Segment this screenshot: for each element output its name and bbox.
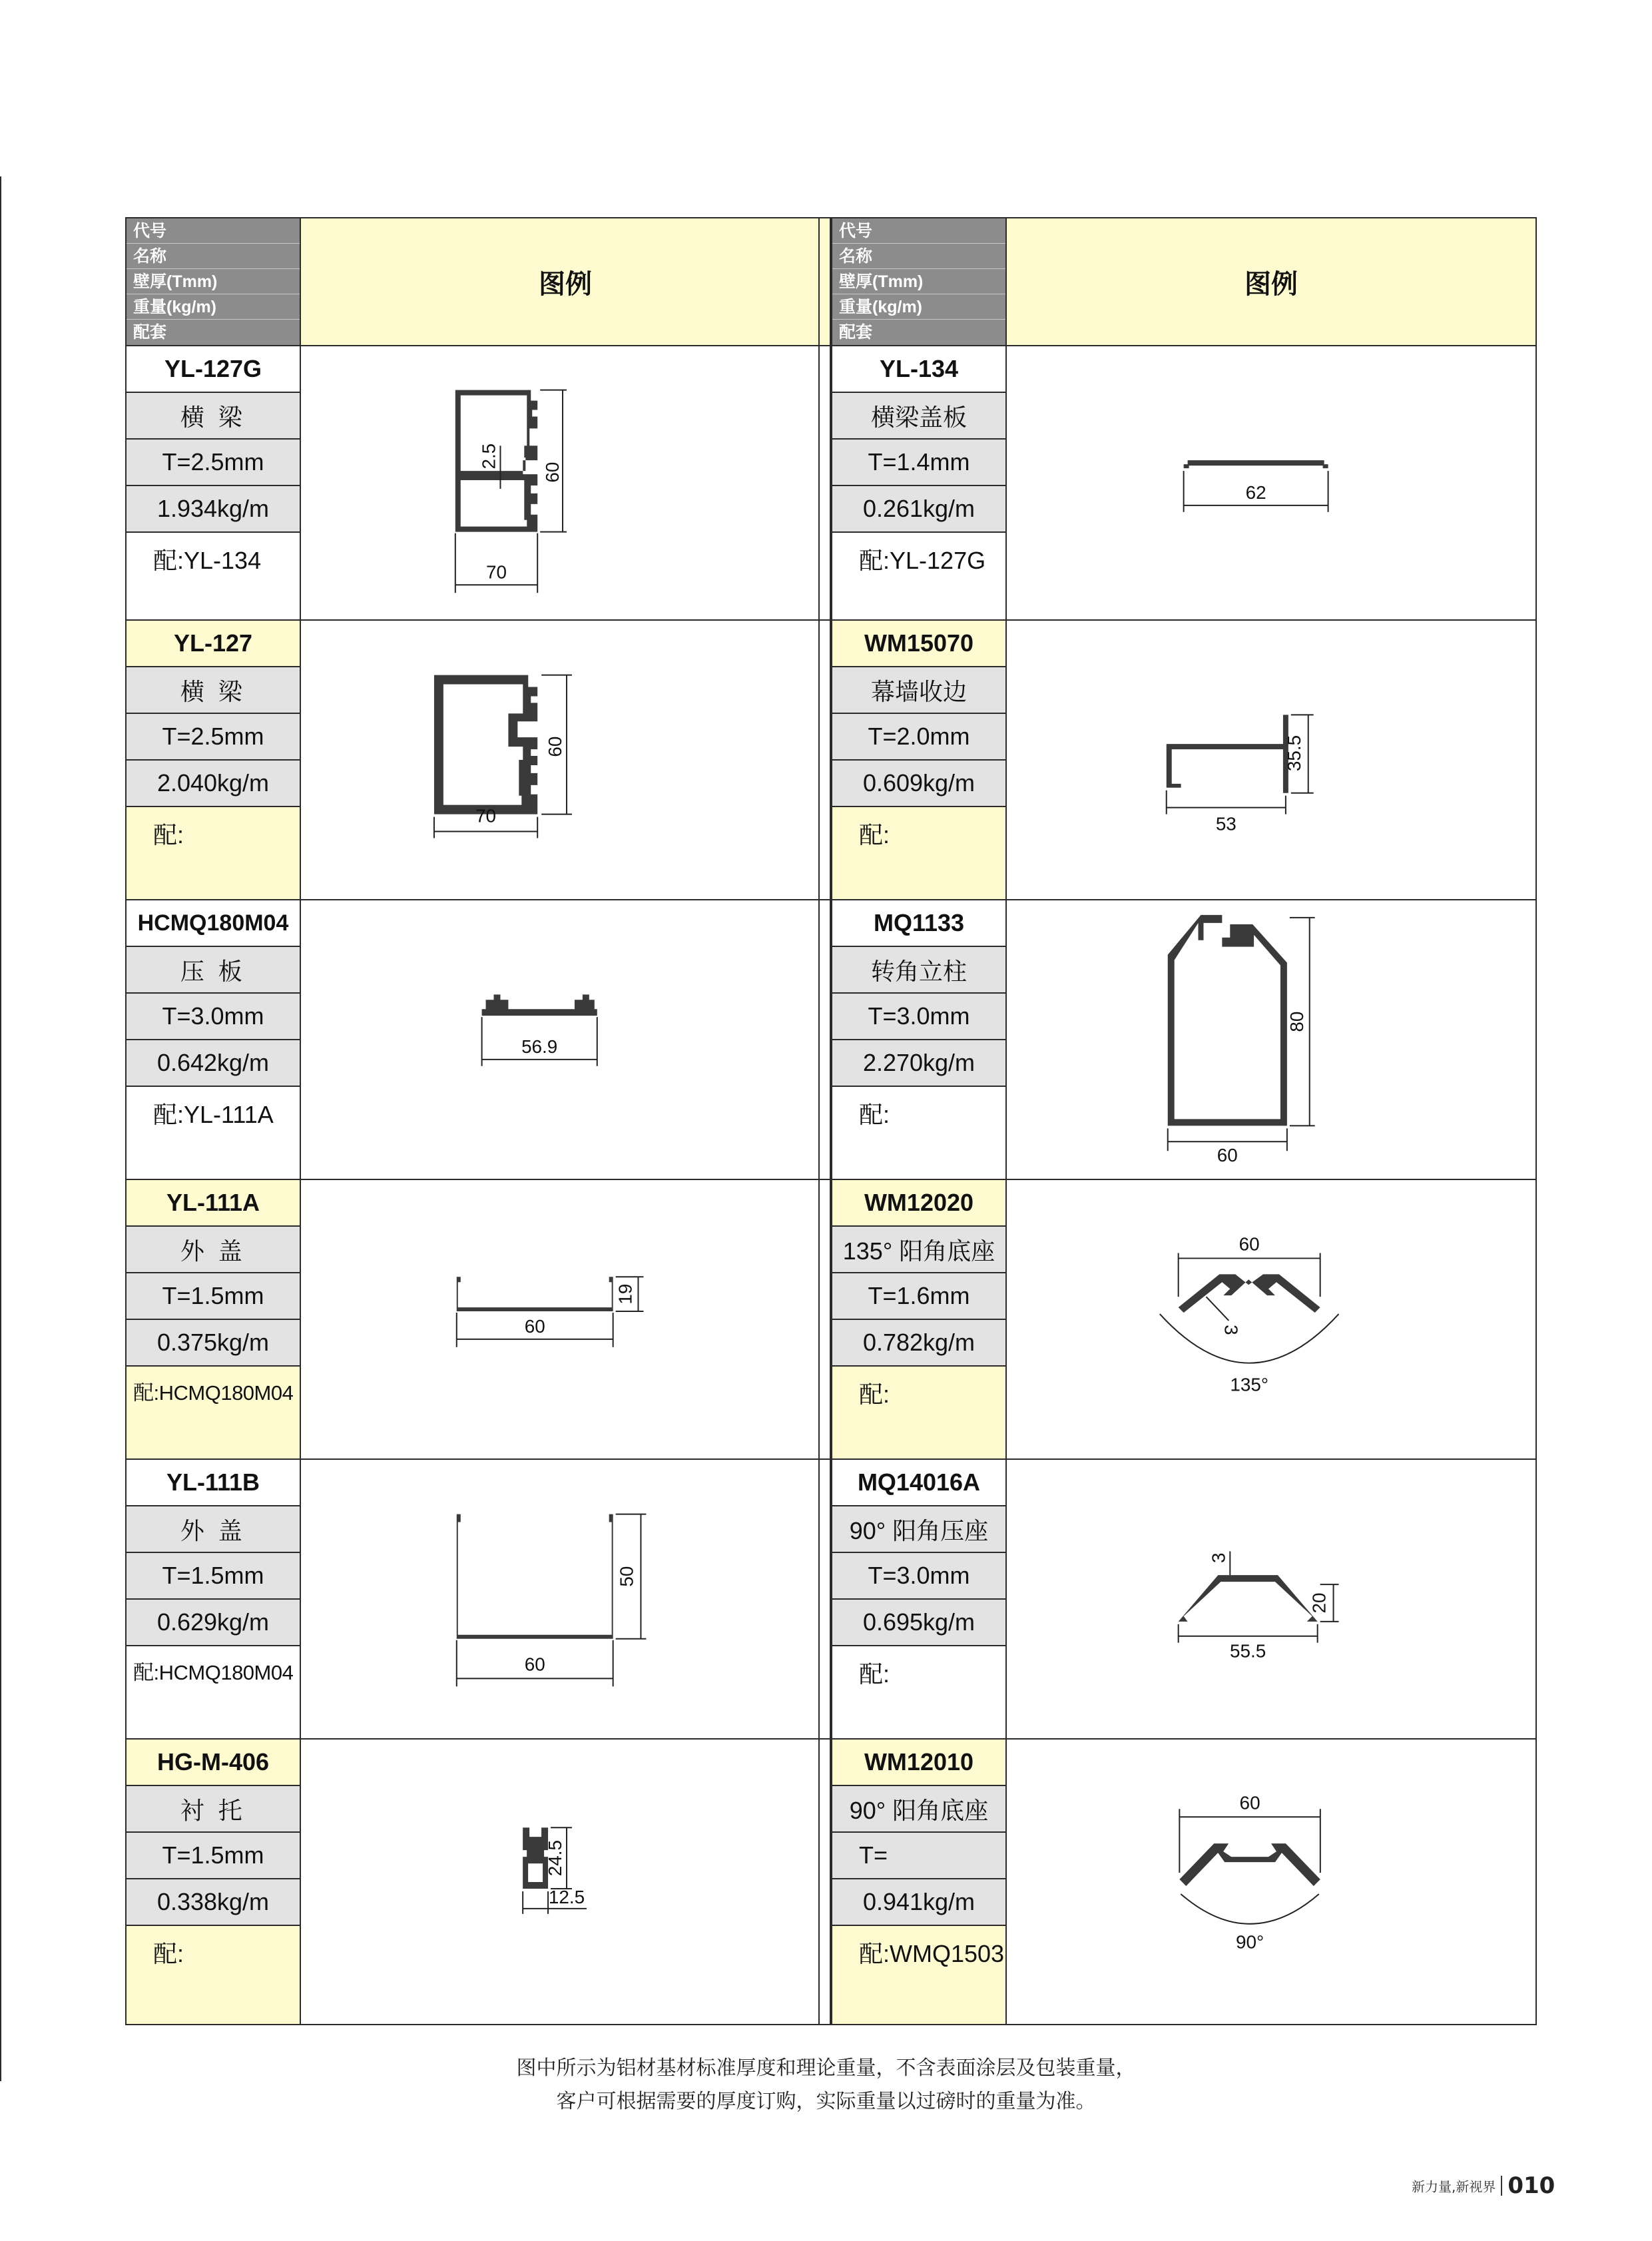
header-label-weight: 重量(kg/m) <box>832 294 1005 320</box>
profile-drawing-yl-127g <box>301 346 830 619</box>
product-pairing: 配: <box>832 807 1005 850</box>
profile-drawing-hg-m-406 <box>301 1740 830 2024</box>
product-weight: 0.695kg/m <box>832 1600 1005 1646</box>
profile-drawing <box>1007 1180 1535 1458</box>
header-label-pairing: 配套 <box>127 320 300 345</box>
footnote-line-1: 图中所示为铝材基材标准厚度和理论重量，不含表面涂层及包装重量， <box>516 2057 1136 2080</box>
product-pairing: 配:HCMQ180M04 <box>127 1367 300 1406</box>
dim-label: 80 <box>1286 1011 1307 1032</box>
dim-label: 60 <box>1217 1145 1238 1166</box>
dim-label: 70 <box>486 561 507 583</box>
product-entry <box>832 621 1535 900</box>
spec-cells <box>832 621 1007 899</box>
spec-cells <box>832 346 1007 619</box>
product-code: YL-127G <box>127 346 300 393</box>
product-code: YL-127 <box>127 621 300 667</box>
spec-cells <box>832 1180 1007 1458</box>
dim-label: 56.9 <box>521 1036 558 1057</box>
spec-cells <box>127 1740 301 2024</box>
profile-drawing <box>301 900 830 1179</box>
product-entry <box>832 900 1535 1180</box>
page-number: 010 <box>1508 2172 1555 2199</box>
product-pairing: 配: <box>127 1926 300 1969</box>
spec-cells <box>127 1180 301 1458</box>
product-name: 横 梁 <box>127 393 300 440</box>
product-entry <box>127 346 830 621</box>
profile-drawing <box>301 346 830 619</box>
product-code: MQ14016A <box>832 1460 1005 1506</box>
product-thickness: T=3.0mm <box>127 994 300 1040</box>
profile-drawing <box>1007 621 1535 899</box>
product-weight: 0.375kg/m <box>127 1320 300 1367</box>
product-code: MQ1133 <box>832 900 1005 947</box>
profile-drawing-yl-127 <box>301 621 830 899</box>
dim-label: 53 <box>1215 813 1237 834</box>
profile-drawing-hcmq180m04 <box>301 900 830 1179</box>
spec-cells <box>832 1740 1007 2024</box>
product-code: WM12020 <box>832 1180 1005 1227</box>
profile-drawing <box>301 1460 830 1738</box>
product-weight: 0.782kg/m <box>832 1320 1005 1367</box>
product-name: 外 盖 <box>127 1227 300 1273</box>
dim-label: 3 <box>1221 1325 1242 1335</box>
product-weight: 0.629kg/m <box>127 1600 300 1646</box>
product-thickness: T=2.0mm <box>832 714 1005 761</box>
product-code: WM15070 <box>832 621 1005 667</box>
product-entry <box>127 621 830 900</box>
product-thickness: T=1.5mm <box>127 1833 300 1879</box>
product-code: HG-M-406 <box>127 1740 300 1786</box>
product-thickness: T=1.5mm <box>127 1273 300 1320</box>
footer-divider <box>1501 2176 1502 2196</box>
product-name: 外 盖 <box>127 1506 300 1553</box>
product-thickness: T=1.5mm <box>127 1553 300 1600</box>
page-edge-line <box>0 176 1 2081</box>
header-label-weight: 重量(kg/m) <box>127 294 300 320</box>
dim-label: 60 <box>545 736 566 757</box>
dim-label: 19 <box>615 1283 636 1305</box>
product-weight: 0.338kg/m <box>127 1879 300 1926</box>
profile-drawing <box>1007 1740 1535 2024</box>
product-entry <box>832 1460 1535 1740</box>
product-weight: 0.261kg/m <box>832 486 1005 533</box>
table-header <box>127 218 830 346</box>
page-footer <box>1412 2172 1555 2199</box>
dim-label: 60 <box>524 1315 545 1337</box>
header-label-thickness: 壁厚(Tmm) <box>832 269 1005 294</box>
dim-label: 50 <box>616 1566 637 1587</box>
dim-label: 62 <box>1245 481 1266 503</box>
product-weight: 2.040kg/m <box>127 761 300 807</box>
header-label-name: 名称 <box>832 244 1005 269</box>
product-entry <box>127 1180 830 1460</box>
header-label-code: 代号 <box>832 218 1005 244</box>
dim-label: 135° <box>1230 1374 1268 1395</box>
dim-label: 12.5 <box>548 1886 585 1907</box>
dim-label: 35.5 <box>1283 735 1304 772</box>
profile-drawing-yl-111a <box>301 1180 830 1458</box>
product-weight: 0.941kg/m <box>832 1879 1005 1926</box>
product-entry <box>127 1740 830 2024</box>
product-name: 幕墙收边 <box>832 667 1005 714</box>
product-pairing: 配:YL-111A <box>153 1101 274 1128</box>
profile-drawing-wm15070 <box>1007 621 1535 899</box>
column-divider <box>818 217 820 2025</box>
product-thickness: T=1.6mm <box>832 1273 1005 1320</box>
header-label-code: 代号 <box>127 218 300 244</box>
product-name: 衬 托 <box>127 1786 300 1833</box>
product-weight: 0.642kg/m <box>127 1040 300 1087</box>
product-thickness: T=2.5mm <box>127 714 300 761</box>
catalog-table-left <box>125 217 831 2025</box>
product-pairing: 配:HCMQ180M04 <box>133 1661 294 1684</box>
profile-drawing-mq14016a <box>1007 1460 1535 1738</box>
footnote-line-2: 客户可根据需要的厚度订购，实际重量以过磅时的重量为准。 <box>556 2090 1096 2113</box>
dim-label: 3 <box>1208 1552 1229 1564</box>
profile-drawing <box>1007 346 1535 619</box>
product-code: WM12010 <box>832 1740 1005 1786</box>
product-pairing: 配: <box>832 1367 1005 1410</box>
profile-drawing <box>1007 900 1535 1179</box>
spec-cells <box>832 900 1007 1179</box>
product-weight: 0.609kg/m <box>832 761 1005 807</box>
footer-brand: 新力量,新视界 <box>1412 2178 1496 2195</box>
product-name: 90° 阳角压座 <box>832 1506 1005 1553</box>
dim-label: 60 <box>1239 1233 1260 1255</box>
product-pairing: 配:YL-127G <box>859 547 986 574</box>
product-pairing: 配: <box>859 1101 890 1128</box>
spec-cells <box>832 1460 1007 1738</box>
product-name: 横梁盖板 <box>832 393 1005 440</box>
header-label-thickness: 壁厚(Tmm) <box>127 269 300 294</box>
dim-label: 55.5 <box>1230 1640 1266 1662</box>
dim-label: 24.5 <box>545 1839 566 1877</box>
product-entry <box>832 1740 1535 2024</box>
profile-drawing-mq1133 <box>1007 900 1535 1179</box>
product-code: YL-111B <box>127 1460 300 1506</box>
profile-drawing-wm12010 <box>1007 1740 1535 2024</box>
dim-label: 60 <box>1239 1792 1260 1813</box>
legend-title: 图例 <box>1007 218 1535 345</box>
header-labels <box>832 218 1007 345</box>
product-name: 135° 阳角底座 <box>832 1227 1005 1273</box>
spec-cells <box>127 1460 301 1738</box>
product-name: 90° 阳角底座 <box>832 1786 1005 1833</box>
product-weight: 1.934kg/m <box>127 486 300 533</box>
dim-label: 20 <box>1308 1592 1330 1614</box>
product-pairing: 配: <box>127 807 300 850</box>
product-thickness: T=3.0mm <box>832 994 1005 1040</box>
profile-drawing-yl-111b <box>301 1460 830 1738</box>
legend-title: 图例 <box>301 218 830 345</box>
header-label-name: 名称 <box>127 244 300 269</box>
product-entry <box>832 346 1535 621</box>
product-pairing: 配: <box>859 1660 890 1688</box>
product-entry <box>832 1180 1535 1460</box>
profile-drawing-yl-134 <box>1007 346 1535 619</box>
profile-drawing <box>301 1180 830 1458</box>
product-thickness: T= <box>832 1833 1005 1879</box>
product-weight: 2.270kg/m <box>832 1040 1005 1087</box>
spec-cells <box>127 900 301 1179</box>
profile-drawing <box>1007 1460 1535 1738</box>
table-header <box>832 218 1535 346</box>
product-thickness: T=2.5mm <box>127 440 300 486</box>
product-name: 转角立柱 <box>832 947 1005 994</box>
header-labels <box>127 218 301 345</box>
product-name: 横 梁 <box>127 667 300 714</box>
product-pairing: 配:WMQ1503 <box>832 1926 1005 1969</box>
profile-drawing-wm12020 <box>1007 1180 1535 1458</box>
product-name: 压 板 <box>127 947 300 994</box>
product-pairing: 配:YL-134 <box>153 547 262 574</box>
product-code: YL-134 <box>832 346 1005 393</box>
product-thickness: T=3.0mm <box>832 1553 1005 1600</box>
profile-drawing <box>301 1740 830 2024</box>
header-label-pairing: 配套 <box>832 320 1005 345</box>
spec-cells <box>127 346 301 619</box>
spec-cells <box>127 621 301 899</box>
product-code: HCMQ180M04 <box>127 900 300 947</box>
dim-label: 60 <box>524 1654 545 1675</box>
product-thickness: T=1.4mm <box>832 440 1005 486</box>
dim-label: 60 <box>542 462 563 483</box>
product-entry <box>127 1460 830 1740</box>
dim-label: 90° <box>1235 1931 1264 1953</box>
profile-drawing <box>301 621 830 899</box>
product-code: YL-111A <box>127 1180 300 1227</box>
dim-label: 2.5 <box>478 443 499 470</box>
product-entry <box>127 900 830 1180</box>
catalog-table-right <box>831 217 1537 2025</box>
dim-label: 70 <box>475 805 497 826</box>
